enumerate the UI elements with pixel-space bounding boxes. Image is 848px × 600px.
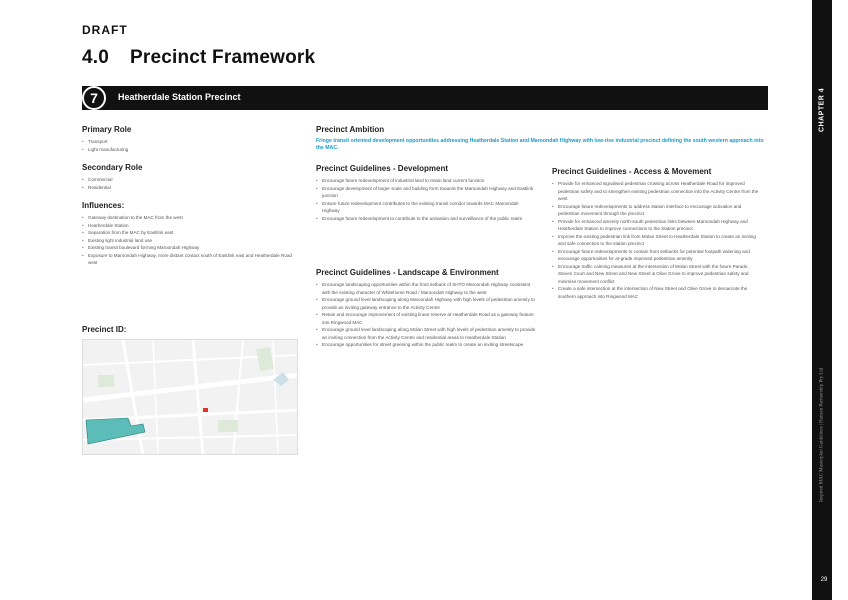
list-item: • Retain and encourage improvement of existing linear reserve at Heatherdale Road as a gateway feature into Ringwood MAC	[316, 311, 536, 326]
list-item: • Encourage landscaping opportunities within the front setback of SHTO Maroondah Highway consistent with the existing character of Whitehorse Road / Maroondah Highway to the west	[316, 281, 536, 296]
list-item: • Light manufacturing	[82, 146, 297, 154]
list-item: • Commercial	[82, 176, 297, 184]
list-item: • Gateway destination to the MAC from the west	[82, 214, 297, 222]
list-item: • Encourage opportunities for street greening within the public realm to create an inviting streetscape	[316, 341, 536, 349]
secondary-role-section	[82, 163, 297, 191]
draft-label: DRAFT	[82, 23, 128, 37]
ambition-heading: Precinct Ambition	[316, 125, 385, 134]
ambition-text: Fringe transit oriented development opportunities addressing Heatherdale Station and Maroondah Highway with low-rise industrial precinct defining the south western approach into the MAC.	[316, 138, 764, 151]
list-item: • Provide for enhanced signalised pedestrian crossing across Heatherdale Road for improved pedestrian safety and to strengthen existing pedestrian connection into the Activity Centre from the west	[552, 180, 762, 203]
primary-role-heading: Primary Role	[82, 125, 132, 134]
precinct-id-heading-wrap	[82, 325, 126, 334]
list-item: • Existing light industrial land use	[82, 237, 297, 245]
left-column	[82, 125, 297, 267]
access-section	[552, 167, 762, 300]
list-item: • Improve the existing pedestrian link from Molan Street to Heatherdale Station to create an inviting and safe connection to the station precinct	[552, 233, 762, 248]
list-item: • Provide for enhanced amenity north-south pedestrian links between Maroondah Highway and Heatherdale Station to improve connections to the Station precinct	[552, 218, 762, 233]
list-item: • Encourage ground level landscaping along Molan Street with high levels of pedestrian amenity to provide an inviting connection from the Activity Centre and residential areas to Heatherdale Station	[316, 326, 536, 341]
landscape-heading: Precinct Guidelines - Landscape & Environment	[316, 268, 499, 277]
page-title	[82, 47, 315, 69]
list-item: • Create a safe intersection at the intersection of New Street and Olive Grove to demarcate the southern approach into Ringwood MAC	[552, 285, 762, 300]
landscape-list	[316, 281, 536, 349]
location-marker-icon	[203, 408, 208, 412]
list-item: • Encourage future redevelopment of industrial land to retain land current function	[316, 177, 536, 185]
list-item: • Existing transit boulevard forming Maroondah Highway	[82, 244, 297, 252]
precinct-map-graphic	[83, 340, 298, 455]
development-list	[316, 177, 536, 222]
section-number: 4.0	[82, 47, 110, 68]
list-item: • Ensure future redevelopment contributes to the existing transit corridor towards MAC Maroondah Highway	[316, 200, 536, 215]
influences-list	[82, 214, 297, 267]
chapter-label: CHAPTER 4	[818, 87, 826, 133]
landscape-section	[316, 268, 536, 349]
list-item: • Encourage future redevelopment to contribute to the activation and surveillance of the public realm	[316, 215, 536, 223]
secondary-role-list	[82, 176, 297, 191]
precinct-map	[82, 339, 298, 455]
primary-role-section	[82, 125, 297, 153]
page-number: 29	[818, 574, 830, 586]
list-item: • Transport	[82, 138, 297, 146]
primary-role-list	[82, 138, 297, 153]
development-heading: Precinct Guidelines - Development	[316, 164, 449, 173]
access-heading: Precinct Guidelines - Access & Movement	[552, 167, 712, 176]
list-item: • Residential	[82, 184, 297, 192]
list-item: • Encourage traffic calming measures at the intersection of Molan Street with the future Parade, Steven Court and New Street and New Street & Olive Grove to improve pedestrian safety and minimise movement conflict	[552, 263, 762, 286]
precinct-id-heading: Precinct ID:	[82, 325, 127, 334]
access-list	[552, 180, 762, 300]
list-item: • Encourage development of larger scale and building form towards the Maroondah Highway and Eastlink junction	[316, 185, 536, 200]
precinct-title: Heatherdale Station Precinct	[118, 92, 241, 102]
precinct-ambition-section	[316, 125, 766, 152]
development-section	[316, 164, 536, 222]
list-item: • Separation from the MAC by Eastlink east	[82, 229, 297, 237]
list-item: • Encourage future redevelopments to address station interface to encourage activation and pedestrian movement through the precinct	[552, 203, 762, 218]
footer-credit: Inspired MAC Masterplan Guidelines | Hansen Partnership Pty Ltd	[819, 367, 825, 503]
influences-section	[82, 201, 297, 267]
secondary-role-heading: Secondary Role	[82, 163, 143, 172]
list-item: • Exposure to Maroondah Highway, more distant contact south of Eastlink east and Heatherdale Road west	[82, 252, 297, 267]
influences-heading: Influences:	[82, 201, 125, 210]
list-item: • Encourage ground level landscaping along Maroondah Highway with high levels of pedestrian amenity to provide an inviting gateway entrance to the Activity Centre	[316, 296, 536, 311]
list-item: • Encourage future redevelopments to contain front setbacks for potential footpath widening and encourage opportunities for at-grade improved pedestrian amenity	[552, 248, 762, 263]
section-title: Precinct Framework	[130, 47, 316, 68]
list-item: • Heatherdale Station	[82, 222, 297, 230]
precinct-number-badge: 7	[82, 86, 106, 110]
